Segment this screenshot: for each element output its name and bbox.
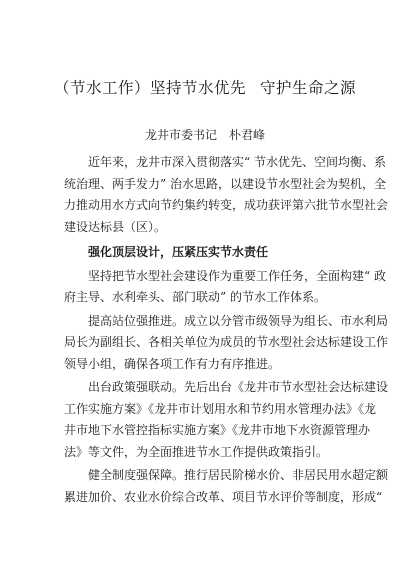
paragraph-line: 健全制度强保障。推行居民阶梯水价、非居民用水超定额 — [88, 468, 389, 482]
body-paragraph — [64, 311, 389, 376]
heading-text: 强化顶层设计，压紧压实节水责任 — [88, 245, 269, 259]
body-paragraph — [64, 152, 389, 238]
paragraph-line: 井市地下水管控指标实施方案》《龙井市地下水资源管理办 — [64, 423, 371, 437]
paragraph-line: 府主导、水利牵头、部门联动” 的节水工作体系。 — [64, 290, 326, 304]
paragraph-line: 领导小组，确保各项工作有力有序推进。 — [64, 356, 281, 371]
document-title — [0, 76, 410, 98]
paragraph-line: 工作实施方案》《龙井市计划用水和节约用水管理办法》《龙 — [64, 401, 377, 416]
author-org: 龙井市委书记 — [144, 128, 217, 142]
author-line — [0, 126, 410, 143]
paragraph-line: 出台政策强联动。先后出台《龙井市节水型社会达标建设 — [88, 380, 389, 394]
paragraph-line: 坚持把节水型社会建设作为重要工作任务，全面构建“ 政 — [88, 268, 386, 283]
author-name: 朴君峰 — [229, 128, 266, 142]
document-body — [64, 152, 389, 508]
paragraph-line: 近年来，龙井市深入贯彻落实“ 节水优先、空间均衡、系 — [88, 155, 386, 169]
body-paragraph — [64, 377, 389, 463]
title-sub: 守护生命之源 — [260, 79, 357, 97]
paragraph-line: 法》等文件，为全面推进节水工作提供政策指引。 — [64, 444, 329, 459]
paragraph-line: 局长为副组长、各相关单位为成员的节水型社会达标建设工作 — [64, 335, 389, 349]
body-paragraph — [64, 266, 386, 309]
paragraph-line: 统治理、两手发力” 治水思路，以建设节水型社会为契机，全 — [64, 176, 386, 191]
paragraph-line: 力推动用水方式向节约集约转变，成功获评第六批节水型社会 — [64, 198, 389, 212]
paragraph-line: 建设达标县（区）。 — [64, 219, 167, 234]
section-heading — [64, 242, 348, 264]
paragraph-line: 累进加价、农业水价综合改革、项目节水评价等制度，形成“ — [64, 489, 383, 504]
body-paragraph — [64, 465, 389, 508]
paragraph-line: 提高站位强推进。成立以分管市级领导为组长、市水利局 — [88, 313, 389, 328]
title-main: （节水工作）坚持节水优先 — [53, 79, 246, 97]
